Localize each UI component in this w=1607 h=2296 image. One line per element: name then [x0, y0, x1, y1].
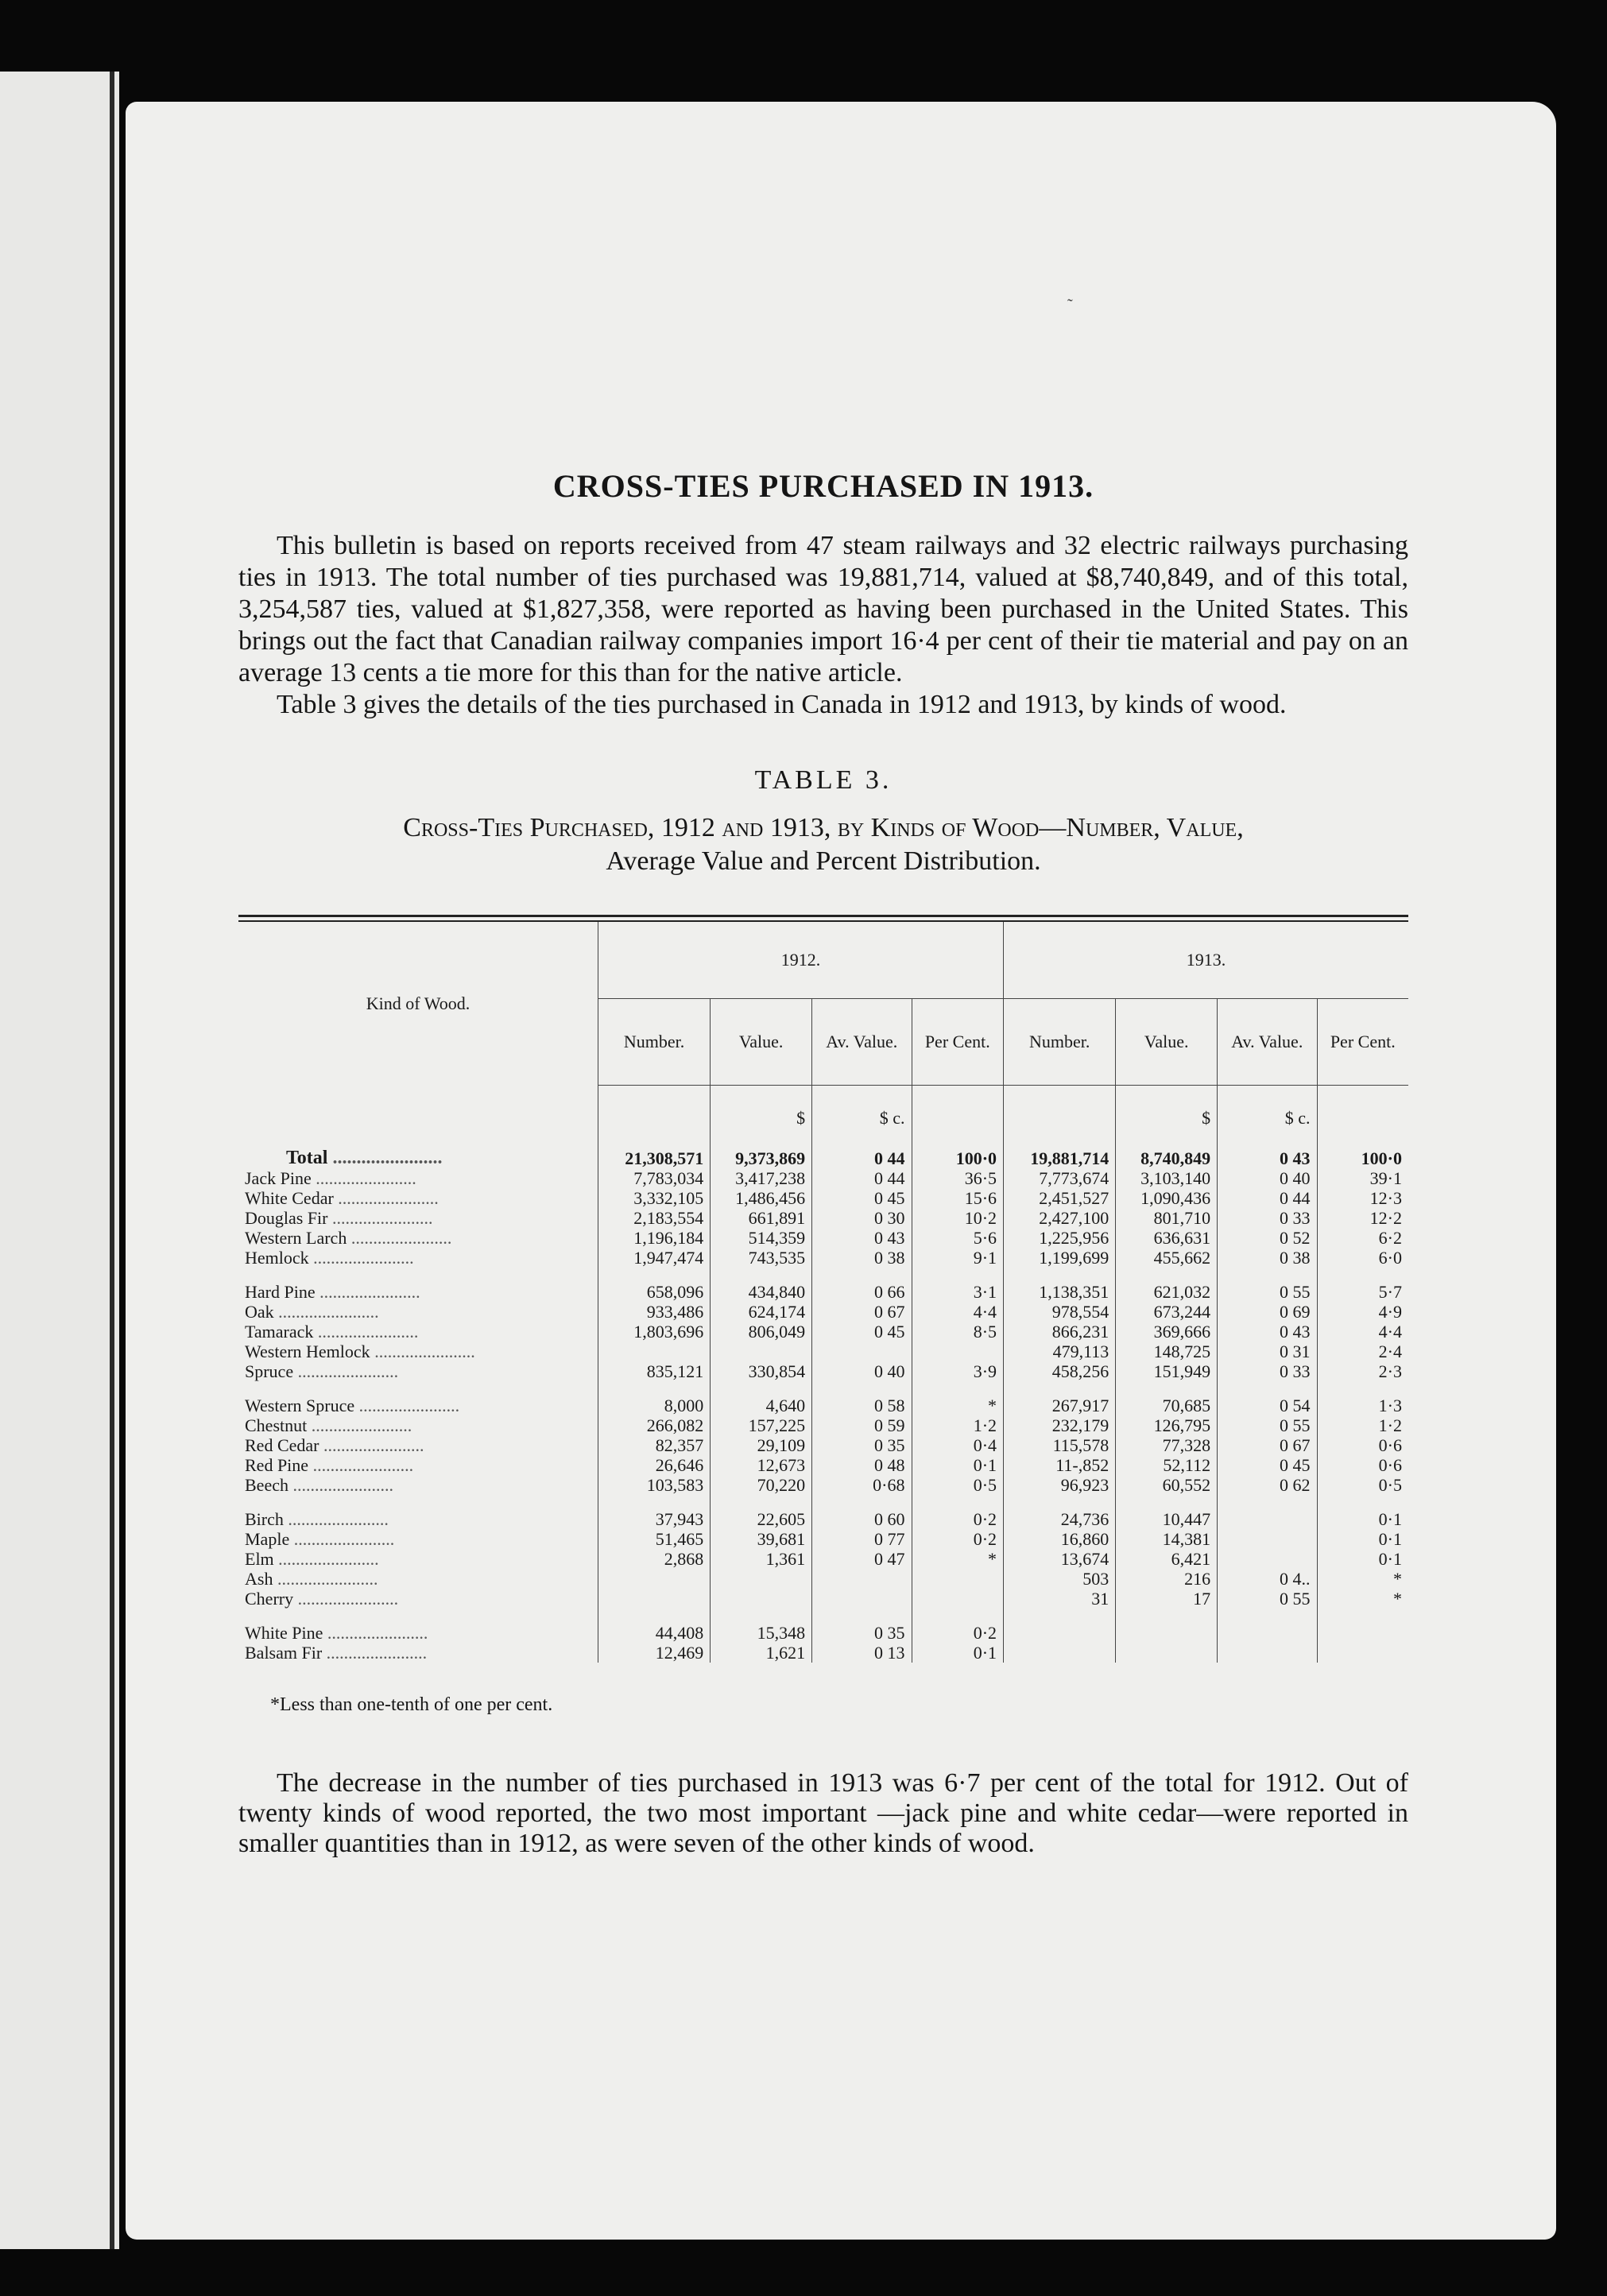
kind-cell: Elm .......................	[245, 1549, 379, 1569]
cell-v1913	[1116, 1643, 1218, 1663]
cell-p1913: 0·1	[1317, 1509, 1408, 1529]
cell-v1912: 1,486,456	[711, 1188, 812, 1208]
cell-n1912: 103,583	[598, 1475, 711, 1495]
table-caption-line1: Cross-Ties Purchased, 1912 and 1913, by Kinds of Wood—Number, Value,	[403, 813, 1244, 842]
cell-p1913: 0·1	[1317, 1529, 1408, 1549]
cell-v1913: 17	[1116, 1589, 1218, 1609]
cell-v1913: 801,710	[1116, 1208, 1218, 1228]
cell-p1912: 8·5	[912, 1322, 1004, 1342]
table-row	[238, 1168, 1408, 1188]
kind-label: Western Spruce	[245, 1396, 355, 1415]
kind-label: Chestnut	[245, 1415, 308, 1435]
cell-p1913: 12·2	[1317, 1208, 1408, 1228]
kind-cell: White Cedar .......................	[245, 1188, 439, 1208]
cell-p1912: 0·1	[912, 1643, 1004, 1663]
cell-a1913: 0 33	[1218, 1208, 1317, 1228]
kind-label: Birch	[245, 1509, 284, 1529]
kind-label: Red Pine	[245, 1455, 309, 1475]
cell-n1912: 12,469	[598, 1643, 711, 1663]
cell-a1912: 0 67	[812, 1302, 912, 1322]
unit-value-1913: $	[1116, 1086, 1218, 1149]
cell-n1912: 37,943	[598, 1509, 711, 1529]
cell-a1913: 0 44	[1218, 1188, 1317, 1208]
kind-cell: Hemlock .......................	[245, 1248, 414, 1268]
cell-n1913: 96,923	[1004, 1475, 1116, 1495]
table-row	[238, 1282, 1408, 1302]
cell-p1913: 1·3	[1317, 1396, 1408, 1415]
cell-a1913: 0 55	[1218, 1282, 1317, 1302]
cell-v1912: 9,373,869	[711, 1148, 812, 1168]
kind-label: Red Cedar	[245, 1435, 319, 1455]
cell-p1912: 0·2	[912, 1529, 1004, 1549]
kind-cell: Western Hemlock .......................	[245, 1342, 475, 1361]
cell-n1912: 82,357	[598, 1435, 711, 1455]
kind-cell: Red Pine .......................	[245, 1455, 414, 1475]
cell-v1912: 15,348	[711, 1623, 812, 1643]
kind-label: White Cedar	[245, 1188, 334, 1208]
cell-v1912: 806,049	[711, 1322, 812, 1342]
cell-n1912	[598, 1589, 711, 1609]
cell-p1912	[912, 1342, 1004, 1361]
cell-v1912: 330,854	[711, 1361, 812, 1381]
cell-a1913	[1218, 1509, 1317, 1529]
kind-label: Maple	[245, 1529, 290, 1549]
cell-p1913: 100·0	[1317, 1148, 1408, 1168]
kind-label: Oak	[245, 1302, 274, 1322]
unit-av-1913: $ c.	[1218, 1086, 1317, 1149]
cell-p1913: 0·6	[1317, 1455, 1408, 1475]
kind-label: Tamarack	[245, 1322, 314, 1342]
cell-n1913	[1004, 1643, 1116, 1663]
kind-cell: Western Spruce .......................	[245, 1396, 460, 1415]
cell-v1912: 157,225	[711, 1415, 812, 1435]
cell-v1912: 434,840	[711, 1282, 812, 1302]
cell-n1913: 31	[1004, 1589, 1116, 1609]
cell-v1912	[711, 1589, 812, 1609]
table-row	[238, 1549, 1408, 1569]
cell-a1912: 0 45	[812, 1322, 912, 1342]
cell-p1912: 0·2	[912, 1623, 1004, 1643]
cell-v1913: 14,381	[1116, 1529, 1218, 1549]
col-value-1913: Value.	[1116, 999, 1218, 1086]
cell-v1912: 661,891	[711, 1208, 812, 1228]
cell-n1912: 1,947,474	[598, 1248, 711, 1268]
cell-p1913: 4·4	[1317, 1322, 1408, 1342]
group-spacer	[238, 1609, 1408, 1623]
cell-p1913: 0·5	[1317, 1475, 1408, 1495]
cell-v1912: 1,361	[711, 1549, 812, 1569]
kind-cell: Red Cedar .......................	[245, 1435, 424, 1455]
cell-a1912: 0 47	[812, 1549, 912, 1569]
cell-v1912: 624,174	[711, 1302, 812, 1322]
cell-a1912: 0 45	[812, 1188, 912, 1208]
kind-label: Total	[286, 1148, 328, 1168]
table-row	[238, 1455, 1408, 1475]
kind-cell: Ash .......................	[245, 1569, 378, 1589]
cell-p1912: 3·1	[912, 1282, 1004, 1302]
cell-p1913: 2·4	[1317, 1342, 1408, 1361]
cell-a1912: 0 13	[812, 1643, 912, 1663]
cell-p1913: 0·6	[1317, 1435, 1408, 1455]
cell-p1912: 9·1	[912, 1248, 1004, 1268]
table-row	[238, 1342, 1408, 1361]
cell-n1913: 479,113	[1004, 1342, 1116, 1361]
cell-p1913: 39·1	[1317, 1168, 1408, 1188]
cell-n1912: 26,646	[598, 1455, 711, 1475]
cell-v1913: 1,090,436	[1116, 1188, 1218, 1208]
intro-paragraph: This bulletin is based on reports received from 47 steam railways and 32 electric railways purchasing ties in 1913. The total number of ties purchased was 19,881,714, valued at $8,740,849, and of this total, 3,254,587 ties, valued at $1,827,358, were reported as having been purchased in the United States. This brings out the fact that Canadian railway companies import 16·4 per cent of their tie material and pay on an average 13 cents a tie more for this than for the native article.	[238, 531, 1408, 687]
cell-p1912	[912, 1569, 1004, 1589]
cell-p1912: 3·9	[912, 1361, 1004, 1381]
cell-v1913: 636,631	[1116, 1228, 1218, 1248]
cell-n1913	[1004, 1623, 1116, 1643]
table-row	[238, 1435, 1408, 1455]
kind-label: White Pine	[245, 1623, 323, 1643]
cell-v1913: 6,421	[1116, 1549, 1218, 1569]
table-row	[238, 1208, 1408, 1228]
cell-a1912: 0 59	[812, 1415, 912, 1435]
unit-value-1912: $	[711, 1086, 812, 1149]
cell-p1913: 6·2	[1317, 1228, 1408, 1248]
cell-a1912: 0 44	[812, 1148, 912, 1168]
group-spacer	[238, 1381, 1408, 1396]
cell-p1912: 1·2	[912, 1415, 1004, 1435]
cell-p1913	[1317, 1643, 1408, 1663]
cell-a1913: 0 52	[1218, 1228, 1317, 1248]
cell-a1913: 0 62	[1218, 1475, 1317, 1495]
cell-a1913	[1218, 1623, 1317, 1643]
footnote: *Less than one-tenth of one per cent.	[270, 1694, 553, 1715]
cell-v1913: 673,244	[1116, 1302, 1218, 1322]
cell-a1913: 0 69	[1218, 1302, 1317, 1322]
cell-n1912: 658,096	[598, 1282, 711, 1302]
cell-v1912: 70,220	[711, 1475, 812, 1495]
cell-a1913: 0 43	[1218, 1322, 1317, 1342]
cell-a1912	[812, 1569, 912, 1589]
group-spacer	[238, 1495, 1408, 1509]
cell-v1912: 4,640	[711, 1396, 812, 1415]
kind-cell: Hard Pine .......................	[245, 1282, 420, 1302]
page-content	[238, 467, 1408, 1859]
cell-v1912: 22,605	[711, 1509, 812, 1529]
cell-v1913: 70,685	[1116, 1396, 1218, 1415]
cell-a1912: 0 38	[812, 1248, 912, 1268]
cell-p1913: 1·2	[1317, 1415, 1408, 1435]
cell-p1912	[912, 1589, 1004, 1609]
cell-a1912: 0·68	[812, 1475, 912, 1495]
cell-n1913: 2,427,100	[1004, 1208, 1116, 1228]
previous-page-edge	[0, 72, 119, 2249]
table-body	[238, 1086, 1408, 1663]
kind-label: Ash	[245, 1569, 273, 1589]
table-label: TABLE 3.	[754, 765, 893, 795]
cell-n1912: 933,486	[598, 1302, 711, 1322]
kind-cell: Douglas Fir .......................	[245, 1208, 433, 1228]
cell-v1913: 148,725	[1116, 1342, 1218, 1361]
cell-n1912: 1,803,696	[598, 1322, 711, 1342]
cell-v1913: 77,328	[1116, 1435, 1218, 1455]
cell-v1912: 743,535	[711, 1248, 812, 1268]
table-row	[238, 1322, 1408, 1342]
table-row	[238, 1643, 1408, 1663]
cell-a1912: 0 77	[812, 1529, 912, 1549]
cell-a1913: 0 54	[1218, 1396, 1317, 1415]
table-row	[238, 1302, 1408, 1322]
kind-cell: Tamarack .......................	[245, 1322, 419, 1342]
col-value-1912: Value.	[711, 999, 812, 1086]
table-caption-line2: Average Value and Percent Distribution.	[606, 846, 1041, 876]
closing-paragraph: The decrease in the number of ties purchased in 1913 was 6·7 per cent of the total for 1912. Out of twenty kinds of wood reported, the two most important —jack pine and white cedar—were reported in smaller quantities than in 1912, as were seven of the other kinds of wood.	[238, 1768, 1408, 1858]
kind-cell: Cherry .......................	[245, 1589, 399, 1609]
kind-cell: Western Larch .......................	[245, 1228, 452, 1248]
table-row	[238, 1509, 1408, 1529]
col-avvalue-1913: Av. Value.	[1218, 999, 1317, 1086]
cell-a1912: 0 35	[812, 1435, 912, 1455]
table-top-rule	[238, 915, 1408, 917]
cell-v1912: 12,673	[711, 1455, 812, 1475]
cell-n1913: 16,860	[1004, 1529, 1116, 1549]
kind-label: Hemlock	[245, 1248, 309, 1268]
cell-p1912: 15·6	[912, 1188, 1004, 1208]
table-caption	[238, 811, 1408, 878]
cell-p1912: 0·4	[912, 1435, 1004, 1455]
cell-p1912: 4·4	[912, 1302, 1004, 1322]
cell-p1912: *	[912, 1396, 1004, 1415]
year-header-1913: 1913.	[1004, 921, 1408, 999]
cell-p1912: 10·2	[912, 1208, 1004, 1228]
cell-n1913: 19,881,714	[1004, 1148, 1116, 1168]
cell-v1913	[1116, 1623, 1218, 1643]
kind-label: Hard Pine	[245, 1282, 316, 1302]
kind-label: Cherry	[245, 1589, 294, 1609]
cell-a1912: 0 66	[812, 1282, 912, 1302]
kind-cell: Chestnut .......................	[245, 1415, 412, 1435]
cell-n1913: 1,199,699	[1004, 1248, 1116, 1268]
col-percent-1913: Per Cent.	[1317, 999, 1408, 1086]
table-row	[238, 1396, 1408, 1415]
cell-v1913: 60,552	[1116, 1475, 1218, 1495]
cell-a1913: 0 38	[1218, 1248, 1317, 1268]
col-avvalue-1912: Av. Value.	[812, 999, 912, 1086]
cell-n1913: 1,225,956	[1004, 1228, 1116, 1248]
table-row	[238, 1415, 1408, 1435]
unit-av-1912: $ c.	[812, 1086, 912, 1149]
cell-n1913: 7,773,674	[1004, 1168, 1116, 1188]
cell-v1913: 126,795	[1116, 1415, 1218, 1435]
cell-p1913: 12·3	[1317, 1188, 1408, 1208]
cell-n1913: 11-,852	[1004, 1455, 1116, 1475]
cell-a1913: 0 45	[1218, 1455, 1317, 1475]
kind-cell: Spruce .......................	[245, 1361, 399, 1381]
cell-p1913: 6·0	[1317, 1248, 1408, 1268]
cell-p1912: 5·6	[912, 1228, 1004, 1248]
cell-p1913: 5·7	[1317, 1282, 1408, 1302]
kind-cell: Total .......................	[286, 1148, 443, 1168]
kind-cell: Balsam Fir .......................	[245, 1643, 428, 1663]
cell-n1912: 21,308,571	[598, 1148, 711, 1168]
cell-n1913: 232,179	[1004, 1415, 1116, 1435]
cell-p1913: 4·9	[1317, 1302, 1408, 1322]
cell-n1913: 458,256	[1004, 1361, 1116, 1381]
table-row	[238, 1475, 1408, 1495]
table-row	[238, 1623, 1408, 1643]
page-title: CROSS-TIES PURCHASED IN 1913.	[552, 468, 1094, 504]
cell-v1913: 52,112	[1116, 1455, 1218, 1475]
kind-cell: White Pine .......................	[245, 1623, 428, 1643]
kind-label: Douglas Fir	[245, 1208, 328, 1228]
cell-n1913: 1,138,351	[1004, 1282, 1116, 1302]
year-header-1912: 1912.	[598, 921, 1004, 999]
units-row	[238, 1086, 1408, 1149]
kind-label: Western Hemlock	[245, 1342, 370, 1361]
cell-n1913: 2,451,527	[1004, 1188, 1116, 1208]
table-row	[238, 1589, 1408, 1609]
ties-table	[238, 920, 1408, 1663]
cell-v1912	[711, 1569, 812, 1589]
cell-a1912: 0 43	[812, 1228, 912, 1248]
cell-a1912	[812, 1342, 912, 1361]
cell-v1913: 151,949	[1116, 1361, 1218, 1381]
col-percent-1912: Per Cent.	[912, 999, 1004, 1086]
cell-v1912: 3,417,238	[711, 1168, 812, 1188]
kind-label: Balsam Fir	[245, 1643, 323, 1663]
cell-n1913: 115,578	[1004, 1435, 1116, 1455]
col-number-1912: Number.	[598, 999, 711, 1086]
col-number-1913: Number.	[1004, 999, 1116, 1086]
cell-v1912: 1,621	[711, 1643, 812, 1663]
cell-n1912: 1,196,184	[598, 1228, 711, 1248]
kind-label: Spruce	[245, 1361, 294, 1381]
cell-a1912: 0 44	[812, 1168, 912, 1188]
cell-p1913	[1317, 1623, 1408, 1643]
cell-a1913	[1218, 1643, 1317, 1663]
cell-v1913: 8,740,849	[1116, 1148, 1218, 1168]
cell-a1912: 0 48	[812, 1455, 912, 1475]
cell-p1913: 2·3	[1317, 1361, 1408, 1381]
cell-n1912: 7,783,034	[598, 1168, 711, 1188]
cell-p1912: 100·0	[912, 1148, 1004, 1168]
cell-v1913: 455,662	[1116, 1248, 1218, 1268]
cell-p1912: 0·1	[912, 1455, 1004, 1475]
cell-v1913: 10,447	[1116, 1509, 1218, 1529]
cell-a1913: 0 40	[1218, 1168, 1317, 1188]
cell-n1913: 978,554	[1004, 1302, 1116, 1322]
table-row	[238, 1361, 1408, 1381]
cell-n1912: 835,121	[598, 1361, 711, 1381]
cell-v1913: 369,666	[1116, 1322, 1218, 1342]
cell-a1912	[812, 1589, 912, 1609]
kind-label: Beech	[245, 1475, 288, 1495]
cell-p1912: *	[912, 1549, 1004, 1569]
kind-label: Elm	[245, 1549, 274, 1569]
cell-v1912	[711, 1342, 812, 1361]
cell-n1912: 8,000	[598, 1396, 711, 1415]
kind-cell: Oak .......................	[245, 1302, 379, 1322]
table-row	[238, 1569, 1408, 1589]
kind-label: Jack Pine	[245, 1168, 312, 1188]
cell-n1912: 2,868	[598, 1549, 711, 1569]
cell-n1913: 24,736	[1004, 1509, 1116, 1529]
cell-a1912: 0 35	[812, 1623, 912, 1643]
cell-p1912: 36·5	[912, 1168, 1004, 1188]
kind-header: Kind of Wood.	[366, 993, 470, 1013]
cell-a1913: 0 4..	[1218, 1569, 1317, 1589]
cell-a1913: 0 67	[1218, 1435, 1317, 1455]
table-row	[238, 1188, 1408, 1208]
cell-p1912: 0·2	[912, 1509, 1004, 1529]
cell-a1913: 0 33	[1218, 1361, 1317, 1381]
cell-n1913: 503	[1004, 1569, 1116, 1589]
cell-n1912	[598, 1342, 711, 1361]
cell-a1913	[1218, 1529, 1317, 1549]
cell-a1912: 0 60	[812, 1509, 912, 1529]
cell-p1913: *	[1317, 1589, 1408, 1609]
table-intro-paragraph: Table 3 gives the details of the ties purchased in Canada in 1912 and 1913, by kinds of wood.	[277, 690, 1287, 719]
cell-n1912: 44,408	[598, 1623, 711, 1643]
kind-cell: Birch .......................	[245, 1509, 389, 1529]
cell-n1913: 267,917	[1004, 1396, 1116, 1415]
cell-a1912: 0 58	[812, 1396, 912, 1415]
cell-p1913: 0·1	[1317, 1549, 1408, 1569]
cell-a1912: 0 30	[812, 1208, 912, 1228]
cell-a1913: 0 31	[1218, 1342, 1317, 1361]
cell-n1912: 51,465	[598, 1529, 711, 1549]
kind-cell: Beech .......................	[245, 1475, 393, 1495]
cell-v1912: 514,359	[711, 1228, 812, 1248]
table-row	[238, 1529, 1408, 1549]
cell-v1912: 29,109	[711, 1435, 812, 1455]
cell-v1912: 39,681	[711, 1529, 812, 1549]
stray-mark: ˜	[1067, 296, 1073, 314]
cell-a1913: 0 43	[1218, 1148, 1317, 1168]
table-row	[238, 1248, 1408, 1268]
cell-n1912: 2,183,554	[598, 1208, 711, 1228]
cell-p1912: 0·5	[912, 1475, 1004, 1495]
cell-a1913	[1218, 1549, 1317, 1569]
group-spacer	[238, 1268, 1408, 1282]
cell-n1913: 866,231	[1004, 1322, 1116, 1342]
cell-a1912: 0 40	[812, 1361, 912, 1381]
kind-label: Western Larch	[245, 1228, 347, 1248]
cell-p1913: *	[1317, 1569, 1408, 1589]
cell-n1912	[598, 1569, 711, 1589]
cell-n1912: 266,082	[598, 1415, 711, 1435]
table-row	[238, 1228, 1408, 1248]
cell-v1913: 216	[1116, 1569, 1218, 1589]
kind-cell: Maple .......................	[245, 1529, 395, 1549]
cell-a1913: 0 55	[1218, 1589, 1317, 1609]
cell-v1913: 621,032	[1116, 1282, 1218, 1302]
cell-n1913: 13,674	[1004, 1549, 1116, 1569]
total-row	[238, 1148, 1408, 1168]
cell-v1913: 3,103,140	[1116, 1168, 1218, 1188]
cell-a1913: 0 55	[1218, 1415, 1317, 1435]
cell-n1912: 3,332,105	[598, 1188, 711, 1208]
kind-cell: Jack Pine .......................	[245, 1168, 416, 1188]
